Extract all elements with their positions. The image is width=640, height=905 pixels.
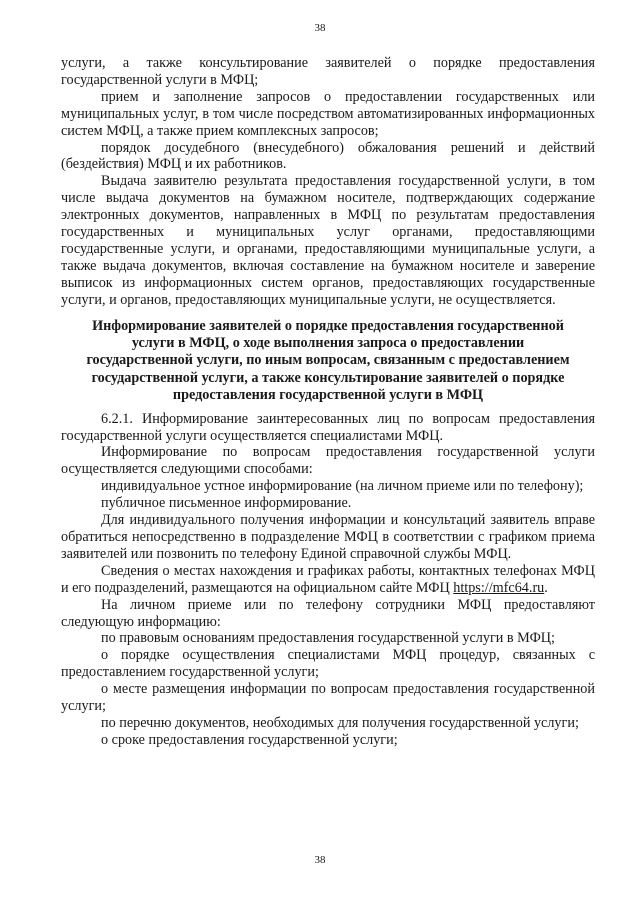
heading-line: государственной услуги, по иным вопросам, связанным с предоставлением — [86, 352, 570, 369]
document-body — [61, 55, 595, 749]
final-paragraph: о месте размещения информации по вопросам предоставления государственной услуги; — [61, 681, 595, 715]
website-paragraph-text: Сведения о местах нахождения и графиках работы, контактных телефонах МФЦ и его подразделений, размещаются на официальном сайте МФЦ — [61, 562, 595, 596]
website-paragraph — [61, 563, 595, 597]
body-paragraph: Для индивидуального получения информации и консультаций заявитель вправе обратиться непосредственно в подразделение МФЦ в соответствии с графиком приема заявителей или позвонить по телефону Единой справочной службы МФЦ. — [61, 512, 595, 562]
body-paragraph: Информирование по вопросам предоставления государственной услуги осуществляется следующими способами: — [61, 444, 595, 478]
final-paragraph: о порядке осуществления специалистами МФЦ процедур, связанных с предоставлением государственной услуги; — [61, 647, 595, 681]
page-number-bottom: 38 — [314, 854, 326, 866]
heading-line: Информирование заявителей о порядке предоставления государственной — [92, 317, 564, 334]
intro-paragraph: услуги, а также консультирование заявителей о порядке предоставления государственной услуги в МФЦ; — [61, 55, 595, 88]
intro-paragraph: Выдача заявителю результата предоставления государственной услуги, в том числе выдача документов на бумажном носителе, подтверждающих содержание электронных документов, направленных в МФЦ по результатам предоставления государственных и муниципальных услуг органами, предоставляющими государственные услуги, и органами, предоставляющими муниципальные услуги, а также выдача документов, включая составление на бумажном носителе и заверение выписок из информационных систем органов, предоставляющих государственные услуги, и органов, предоставляющих муниципальные услуги, не осуществляется. — [61, 173, 595, 308]
intro-paragraph: прием и заполнение запросов о предоставлении государственных или муниципальных услуг, в том числе посредством автоматизированных информационных систем МФЦ, а также прием комплексных запросов; — [61, 88, 595, 139]
heading-line: услуги в МФЦ, о ходе выполнения запроса о предоставлении — [131, 335, 525, 351]
website-paragraph-suffix: . — [544, 579, 548, 596]
section-heading — [61, 318, 595, 405]
final-paragraph: по перечню документов, необходимых для получения государственной услуги; — [101, 714, 579, 731]
page-number-top: 38 — [314, 22, 326, 34]
intro-paragraph: порядок досудебного (внесудебного) обжалования решений и действий (бездействия) МФЦ и их работников. — [61, 139, 595, 173]
final-paragraph: о сроке предоставления государственной услуги; — [101, 731, 398, 748]
final-paragraph: по правовым основаниям предоставления государственной услуги в МФЦ; — [101, 630, 555, 647]
body-paragraph: индивидуальное устное информирование (на личном приеме или по телефону); — [101, 478, 584, 495]
heading-line: предоставления государственной услуги в МФЦ — [172, 387, 484, 404]
body-paragraph: публичное письменное информирование. — [101, 495, 352, 512]
final-paragraph: На личном приеме или по телефону сотрудники МФЦ предоставляют следующую информацию: — [61, 596, 595, 630]
body-paragraph: 6.2.1. Информирование заинтересованных лиц по вопросам предоставления государственной услуги осуществляется специалистами МФЦ. — [61, 410, 595, 444]
official-site-link[interactable]: https://mfc64.ru — [453, 579, 545, 596]
heading-line: государственной услуги, а также консультирование заявителей о порядке — [91, 369, 565, 386]
